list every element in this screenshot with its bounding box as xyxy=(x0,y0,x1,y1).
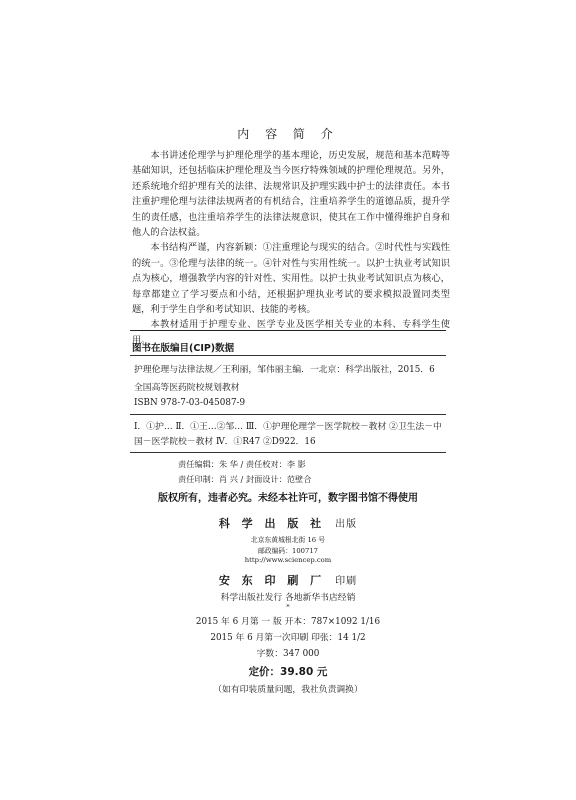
intro-title: 内 容 简 介 xyxy=(237,127,339,141)
publisher-website: http://www.sciencep.com xyxy=(244,556,332,564)
publisher-address: 北京东黄城根北街 16 号 xyxy=(250,536,326,544)
publisher-suffix: 出版 xyxy=(335,519,358,530)
word-count: 字数：347 000 xyxy=(256,649,320,659)
price: 定价：39.80 元 xyxy=(248,666,328,678)
publisher-name xyxy=(0,515,576,531)
intro-paragraph: 本书讲述伦理学与护理伦理学的基本理论，历史发展，规范和基本范畴等基础知识，还包括临床护理伦理及当今医疗特殊领域的护理伦理规范。另外，还系统地介绍护理有关的法律、法规常识及护理实践中护士的法律责任。本书注重护理伦理与法律法规两者的有机结合，注重培养学生的道德品质，提升学生的责任感，也注重培养学生的法律法规意识，使其在工作中懂得维护自身和他人的合法权益。 xyxy=(132,150,450,239)
printer-suffix: 印刷 xyxy=(335,576,358,587)
copyright-notice: 版权所有，违者必究。未经本社许可，数字图书馆不得使用 xyxy=(158,493,418,504)
intro-paragraph: 本教材适用于护理专业、医学专业及医学相关专业的本科、专科学生使用。 xyxy=(132,319,450,346)
printer-name xyxy=(0,572,576,588)
divider xyxy=(130,414,446,415)
edition-line: 2015 年 6 月第 一 版 开本：787×1092 1/16 xyxy=(195,617,381,627)
divider xyxy=(130,452,446,453)
divider xyxy=(130,330,446,331)
staff-printing: 责任印制：肖 兴 / 封面设计：范壁合 xyxy=(178,474,312,484)
cip-title-line: 护理伦理与法律法规／王利丽，邹伟丽主编．一北京：科学出版社，2015．6 xyxy=(134,365,435,375)
intro-paragraph: 本书结构严谨，内容新颖：①注重理论与现实的结合。②时代性与实践性的统一。③伦理与法律的统一。④针对性与实用性统一。以护士执业考试知识点为核心，增强教学内容的针对性、实用性。以护士执业考试知识点为核心，每章都建立了学习要点和小结，还根据护理执业考试的要求模拟設置同类型题，利于学生自学和考试知识、技能的考核。 xyxy=(132,242,450,316)
cip-series-line: 全国高等医药院校规划教材 xyxy=(134,383,240,393)
cip-heading: 图书在版编目(CIP)数据 xyxy=(132,343,235,354)
distribution: 科学出版社发行 各地新华书店经销 xyxy=(220,593,356,603)
cip-isbn: ISBN 978-7-03-045087-9 xyxy=(134,398,246,408)
printer-logo-text: 安 东 印 刷 厂 xyxy=(218,574,326,587)
cip-classification: Ⅰ．①护… Ⅱ．①王…②邹… Ⅲ．①护理伦理学－医学院校－教材 ②卫生法－中国－医学院校－教材 Ⅳ．①R47 ②D922．16 xyxy=(134,422,442,447)
separator-mark: * xyxy=(286,603,290,611)
print-line: 2015 年 6 月第一次印刷 印张：14 1/2 xyxy=(210,633,366,643)
defect-note: （如有印装质量问题，我社负责调换） xyxy=(213,685,363,695)
staff-editor: 责任编辑：朱 华 / 责任校对：李 影 xyxy=(178,459,306,469)
publisher-postcode: 邮政编码：100717 xyxy=(258,547,318,555)
divider xyxy=(130,355,446,356)
publisher-logo-text: 科 学 出 版 社 xyxy=(218,517,326,530)
intro-body xyxy=(132,148,450,348)
